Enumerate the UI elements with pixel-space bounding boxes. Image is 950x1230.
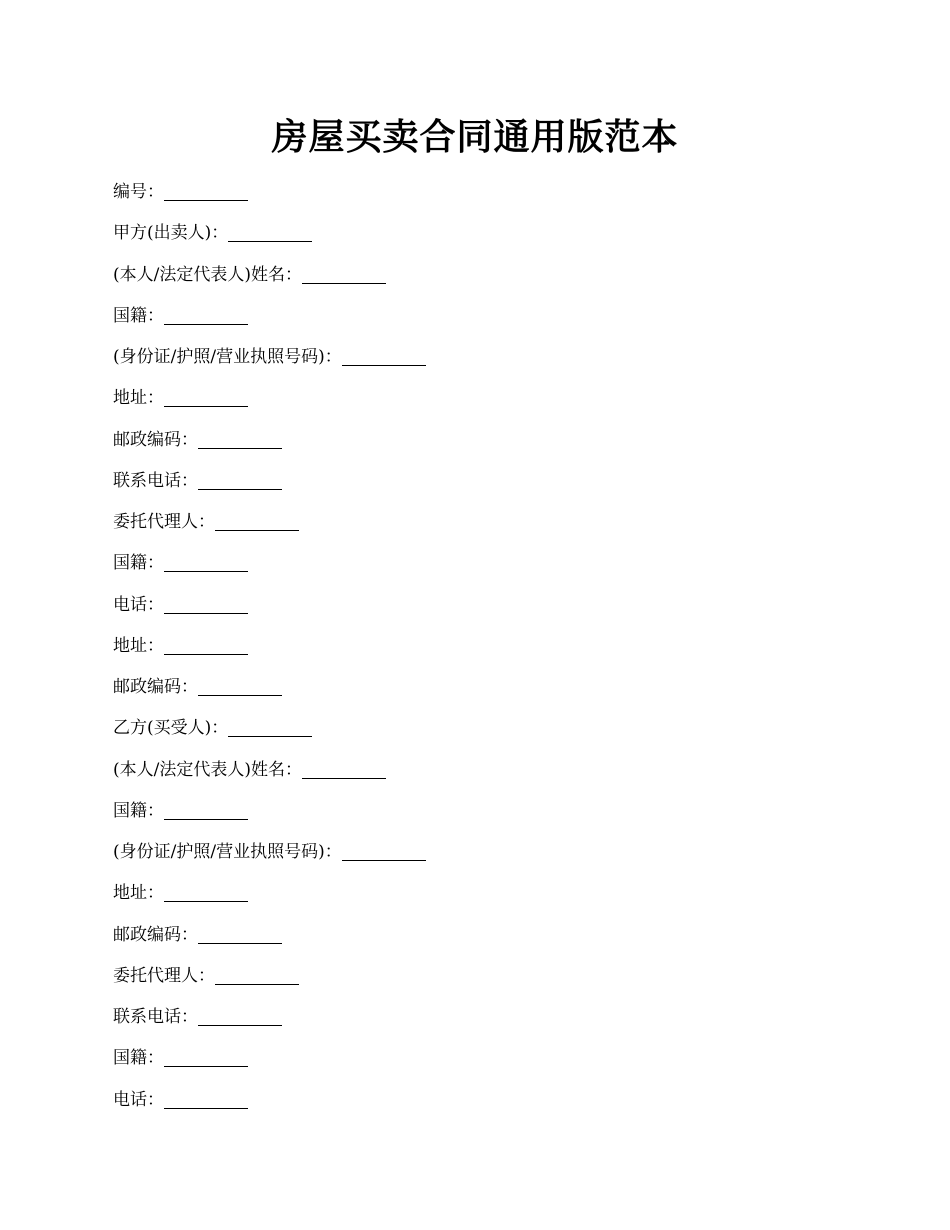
document-title: 房屋买卖合同通用版范本 [271,117,679,158]
field-label: 邮政编码： [113,429,198,450]
fill-in-blank[interactable] [164,1044,248,1067]
field-party-b-name [113,756,833,797]
field-party-a-seller [113,219,833,260]
fill-in-blank[interactable] [164,302,248,325]
fill-in-blank[interactable] [164,1086,248,1109]
fill-in-blank[interactable] [302,261,386,284]
field-party-b-buyer [113,714,833,755]
field-label: 邮政编码： [113,677,198,697]
field-label: 国籍： [113,553,164,574]
fill-in-blank[interactable] [164,384,248,407]
fill-in-blank[interactable] [198,673,282,696]
field-label: 编号： [113,182,164,202]
fill-in-blank[interactable] [198,467,282,490]
field-contract-number [113,178,833,219]
field-label: 电话： [113,1089,164,1110]
field-label: 联系电话： [113,1007,198,1027]
field-party-b-address [113,879,833,920]
fill-in-blank[interactable] [302,756,386,779]
fill-in-blank[interactable] [215,508,299,531]
field-label: (本人/法定代表人)姓名： [113,264,302,285]
fill-in-blank[interactable] [198,1003,282,1026]
field-label: 国籍： [113,305,164,326]
field-label: 电话： [113,594,164,615]
fill-in-blank[interactable] [342,838,426,861]
fill-in-blank[interactable] [164,879,248,902]
field-label: 邮政编码： [113,924,198,945]
field-party-a-agent-address [113,632,833,673]
field-label: 国籍： [113,800,164,821]
fill-in-blank[interactable] [342,343,426,366]
field-party-a-agent-nationality [113,549,833,590]
contract-party-fields [113,178,833,1127]
fill-in-blank[interactable] [228,219,312,242]
field-label: 委托代理人： [113,512,215,532]
field-party-b-contact-phone [113,1003,833,1044]
fill-in-blank[interactable] [164,632,248,655]
field-label: 地址： [113,635,164,656]
field-party-a-name [113,261,833,302]
field-party-a-agent [113,508,833,549]
fill-in-blank[interactable] [164,797,248,820]
field-party-a-id-number [113,343,833,384]
field-label: 乙方(买受人)： [113,718,229,739]
fill-in-blank[interactable] [164,549,248,572]
fill-in-blank[interactable] [228,714,312,737]
fill-in-blank[interactable] [198,426,282,449]
field-label: (身份证/护照/营业执照号码)： [113,842,342,862]
field-party-a-agent-phone [113,591,833,632]
field-label: 委托代理人： [113,965,215,986]
fill-in-blank[interactable] [198,921,282,944]
fill-in-blank[interactable] [164,591,248,614]
field-label: 地址： [113,883,164,904]
field-party-b-agent [113,962,833,1003]
fill-in-blank[interactable] [164,178,248,201]
field-label: 国籍： [113,1048,164,1069]
field-label: 联系电话： [113,470,198,491]
field-party-b-agent-phone [113,1086,833,1127]
field-party-b-nationality [113,797,833,838]
field-label: (本人/法定代表人)姓名： [113,759,302,780]
field-party-a-agent-postal-code [113,673,833,714]
fill-in-blank[interactable] [215,962,299,985]
field-label: 地址： [113,388,164,409]
field-label: 甲方(出卖人)： [113,223,229,244]
field-party-b-id-number [113,838,833,879]
field-label: (身份证/护照/营业执照号码)： [113,347,342,367]
field-party-b-agent-nationality [113,1044,833,1085]
field-party-a-postal-code [113,426,833,467]
field-party-a-contact-phone [113,467,833,508]
field-party-a-address [113,384,833,425]
field-party-a-nationality [113,302,833,343]
field-party-b-postal-code [113,921,833,962]
